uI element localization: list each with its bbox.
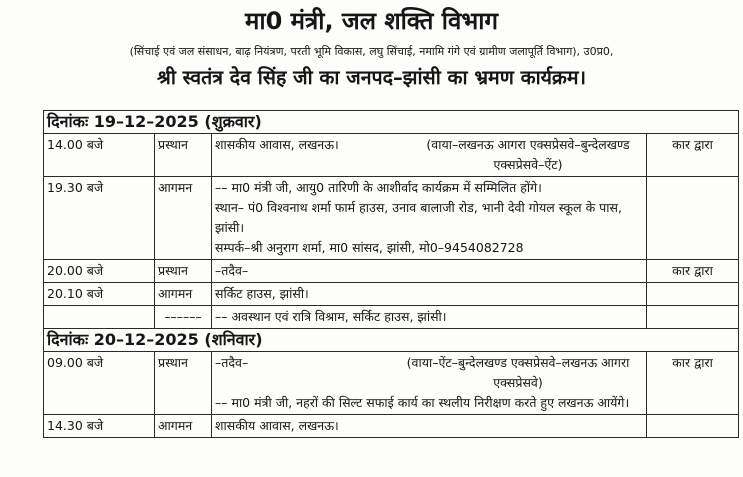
page-title: मा0 मंत्री, जल शक्ति विभाग: [245, 7, 498, 35]
detail-cell: [212, 134, 647, 177]
action-cell: प्रस्थान: [155, 260, 212, 283]
time-cell: 09.00 बजे: [44, 352, 155, 415]
stay-cell: –– अवस्थान एवं रात्रि विश्राम, सर्किट हाउस, झांसी।: [212, 306, 647, 329]
mode-cell: कार द्वारा: [647, 352, 739, 415]
mode-cell: [647, 283, 739, 306]
place-text: –तदैव–: [215, 355, 249, 370]
time-cell: 20.10 बजे: [44, 283, 155, 306]
schedule-table: [43, 110, 739, 438]
department-subtitle: (सिंचाई एवं जल संसाधन, बाढ़ नियंत्रण, परती भूमि विकास, लघु सिंचाई, नमामि गंगे एवं ग्रामीण जलापूर्ति विभाग), उ0प्र0,: [129, 45, 614, 58]
time-cell: 14.00 बजे: [44, 134, 155, 177]
date-header: दिनांकः 20–12–2025 (शनिवार): [44, 329, 739, 352]
action-cell: प्रस्थान: [155, 134, 212, 177]
route-text: (वाया–ऐंट–बुन्देलखण्ड एक्सप्रेसवे–लखनऊ आगरा एक्सप्रेसवे): [406, 355, 630, 390]
place-cell: शासकीय आवास, लखनऊ।: [212, 415, 647, 438]
place-cell: –तदैव–: [212, 260, 647, 283]
place-text: शासकीय आवास, लखनऊ।: [215, 137, 339, 152]
mode-cell: कार द्वारा: [647, 134, 739, 177]
time-cell: [44, 306, 155, 329]
action-cell: आगमन: [155, 415, 212, 438]
action-cell: ––––––: [155, 306, 212, 329]
time-cell: 14.30 बजे: [44, 415, 155, 438]
time-cell: 20.00 बजे: [44, 260, 155, 283]
schedule-row: [44, 306, 739, 329]
schedule-row: [44, 260, 739, 283]
action-cell: आगमन: [155, 283, 212, 306]
event-text: –– मा0 मंत्री जी, आयु0 तारिणी के आशीर्वाद कार्यक्रम में सम्मिलित होंगे।: [215, 180, 542, 195]
mode-cell: [647, 177, 739, 260]
program-title: श्री स्वतंत्र देव सिंह जी का जनपद–झांसी का भ्रमण कार्यक्रम।: [157, 66, 586, 89]
venue-text: स्थान– पं0 विश्वनाथ शर्मा फार्म हाउस, उनाव बालाजी रोड, भानी देवी गोयल स्कूल के पास, झांसी।: [215, 200, 622, 235]
contact-text: सम्पर्क–श्री अनुराग शर्मा, मा0 सांसद, झांसी, मो0–9454082728: [215, 240, 524, 255]
date-row-day1: [44, 111, 739, 134]
mode-cell: कार द्वारा: [647, 260, 739, 283]
time-cell: 19.30 बजे: [44, 177, 155, 260]
route-text: (वाया–लखनऊ आगरा एक्सप्रेसवे–बुन्देलखण्ड एक्सप्रेसवे–ऐंट): [426, 137, 630, 172]
inspection-note: –– मा0 मंत्री जी, नहरों की सिल्ट सफाई कार्य का स्थलीय निरीक्षण करते हुए लखनऊ आयेंगे।: [215, 395, 630, 410]
mode-cell: [647, 306, 739, 329]
date-header: दिनांकः 19–12–2025 (शुक्रवार): [44, 111, 739, 134]
date-row-day2: [44, 329, 739, 352]
place-cell: सर्किट हाउस, झांसी।: [212, 283, 647, 306]
schedule-row: [44, 352, 739, 415]
schedule-row: [44, 415, 739, 438]
mode-cell: [647, 415, 739, 438]
schedule-row: [44, 134, 739, 177]
schedule-row: [44, 283, 739, 306]
detail-cell: [212, 352, 647, 415]
action-cell: आगमन: [155, 177, 212, 260]
action-cell: प्रस्थान: [155, 352, 212, 415]
schedule-row: [44, 177, 739, 260]
detail-cell: [212, 177, 647, 260]
